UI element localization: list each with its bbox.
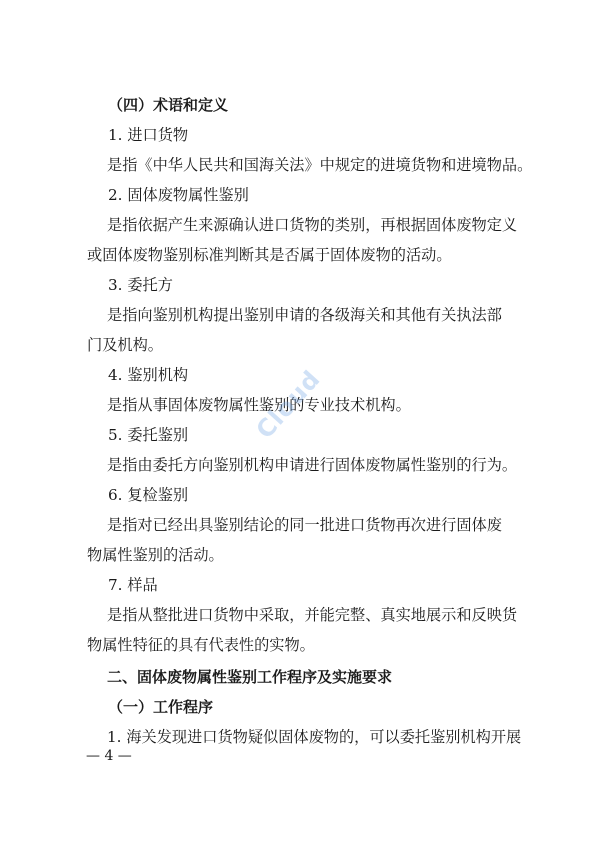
item-title: 3. 委托方 bbox=[108, 276, 173, 294]
item-text: 是指向鉴别机构提出鉴别申请的各级海关和其他有关执法部 bbox=[107, 306, 502, 324]
item-text: 是指从事固体废物属性鉴别的专业技术机构。 bbox=[107, 396, 411, 414]
item-text: 物属性特征的具有代表性的实物。 bbox=[87, 636, 315, 654]
heading-terms: （四）术语和定义 bbox=[108, 96, 229, 114]
item-text: 是指依据产生来源确认进口货物的类别，再根据固体废物定义 bbox=[107, 216, 518, 234]
item-title: 4. 鉴别机构 bbox=[108, 366, 189, 384]
page-number: — 4 — bbox=[86, 748, 132, 764]
watermark-logo: Cloud bbox=[250, 364, 326, 445]
item-title: 6. 复检鉴别 bbox=[108, 486, 189, 504]
item-text: 是指对已经出具鉴别结论的同一批进口货物再次进行固体废 bbox=[107, 516, 502, 534]
item-text: 是指《中华人民共和国海关法》中规定的进境货物和进境物品。 bbox=[107, 156, 533, 174]
section-heading: 二、固体废物属性鉴别工作程序及实施要求 bbox=[107, 668, 393, 686]
item-title: 5. 委托鉴别 bbox=[108, 426, 189, 444]
item-text: 是指从整批进口货物中采取，并能完整、真实地展示和反映货 bbox=[107, 606, 518, 624]
item-text: 门及机构。 bbox=[87, 336, 163, 354]
item-title: 2. 固体废物属性鉴别 bbox=[108, 186, 249, 204]
item-title: 1. 进口货物 bbox=[108, 126, 189, 144]
paragraph-line: 1. 海关发现进口货物疑似固体废物的，可以委托鉴别机构开展 bbox=[107, 728, 522, 746]
item-title: 7. 样品 bbox=[108, 576, 158, 594]
item-text: 物属性鉴别的活动。 bbox=[87, 546, 224, 564]
subsection-heading: （一）工作程序 bbox=[108, 698, 214, 716]
item-text: 或固体废物鉴别标准判断其是否属于固体废物的活动。 bbox=[87, 246, 452, 264]
item-text: 是指由委托方向鉴别机构申请进行固体废物属性鉴别的行为。 bbox=[107, 456, 518, 474]
